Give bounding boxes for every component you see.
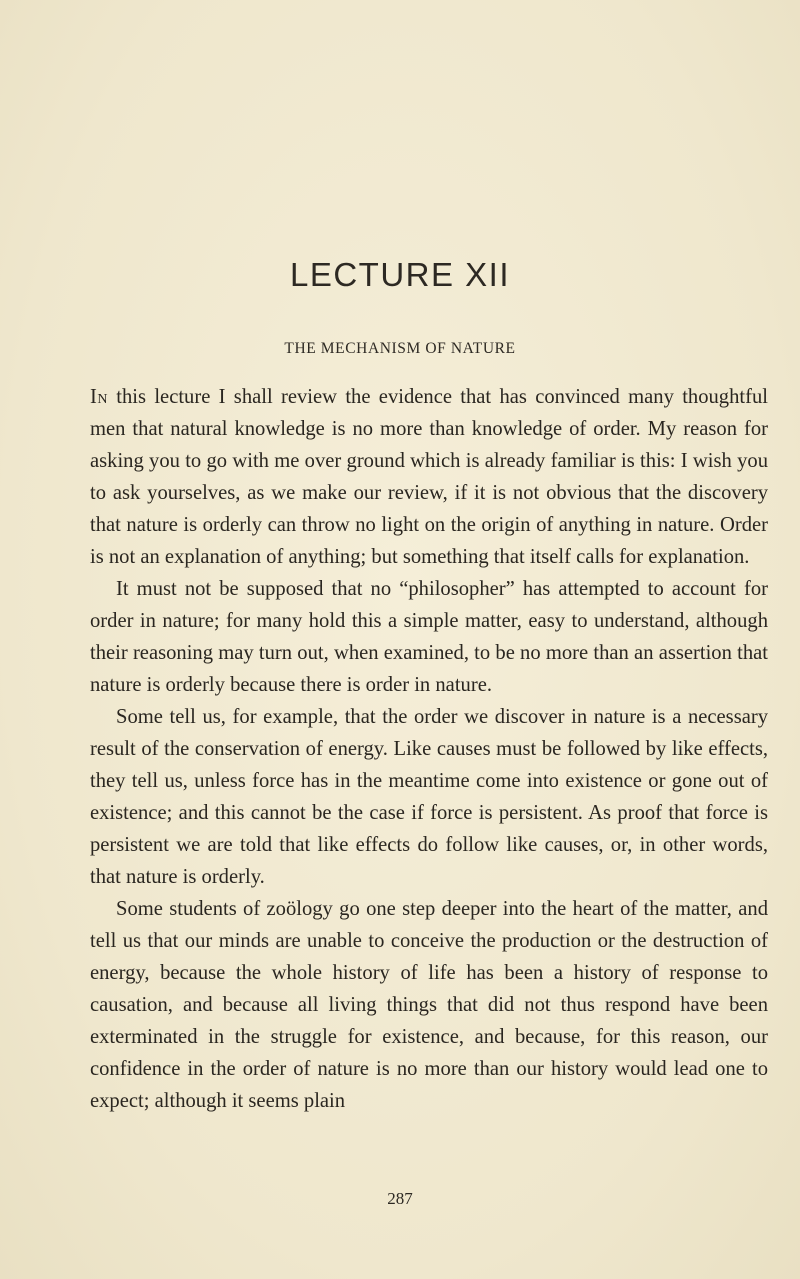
chapter-title: THE MECHANISM OF NATURE bbox=[284, 340, 516, 357]
lecture-title: LECTURE XII bbox=[289, 256, 511, 293]
paragraph-1-text: this lecture I shall review the evidence that has convinced many thoughtful men that natural knowledge is no more than knowledge of order. My reason for asking you to go with me over ground which is already familiar is this: I wish you to ask yourselves, as we make our review, if it is not obvious that the discovery that nature is orderly can throw no light on the origin of anything in nature. Order is not an explanation of anything; but something that itself calls for explanation. bbox=[90, 386, 768, 568]
paragraph-4: Some students of zoölogy go one step deeper into the heart of the matter, and tell us that our minds are unable to conceive the production or the destruction of energy, because the whole history of life has been a history of response to causation, and because all living things that did not thus respond have been exterminated in the struggle for existence, and because, for this reason, our confidence in the order of nature is no more than our history would lead one to expect; although it seems plain bbox=[90, 898, 768, 1112]
paragraph-3: Some tell us, for example, that the order we discover in nature is a necessary result of the conservation of energy. Like causes must be followed by like effects, they tell us, unless force has in the meantime come into existence or gone out of existence; and this cannot be the case if force is persistent. As proof that force is persistent we are told that like effects do follow like causes, or, in other words, that nature is orderly. bbox=[90, 706, 768, 888]
paragraph-2: It must not be supposed that no “philosopher” has attempted to account for order in nature; for many hold this a simple matter, easy to understand, although their reasoning may turn out, when examined, to be no more than an assertion that nature is orderly because there is order in nature. bbox=[90, 578, 768, 696]
page-number: 287 bbox=[387, 1189, 413, 1208]
paragraph-1 bbox=[90, 381, 768, 573]
drop-lead-word: In bbox=[90, 386, 108, 408]
body-text bbox=[90, 381, 768, 1117]
